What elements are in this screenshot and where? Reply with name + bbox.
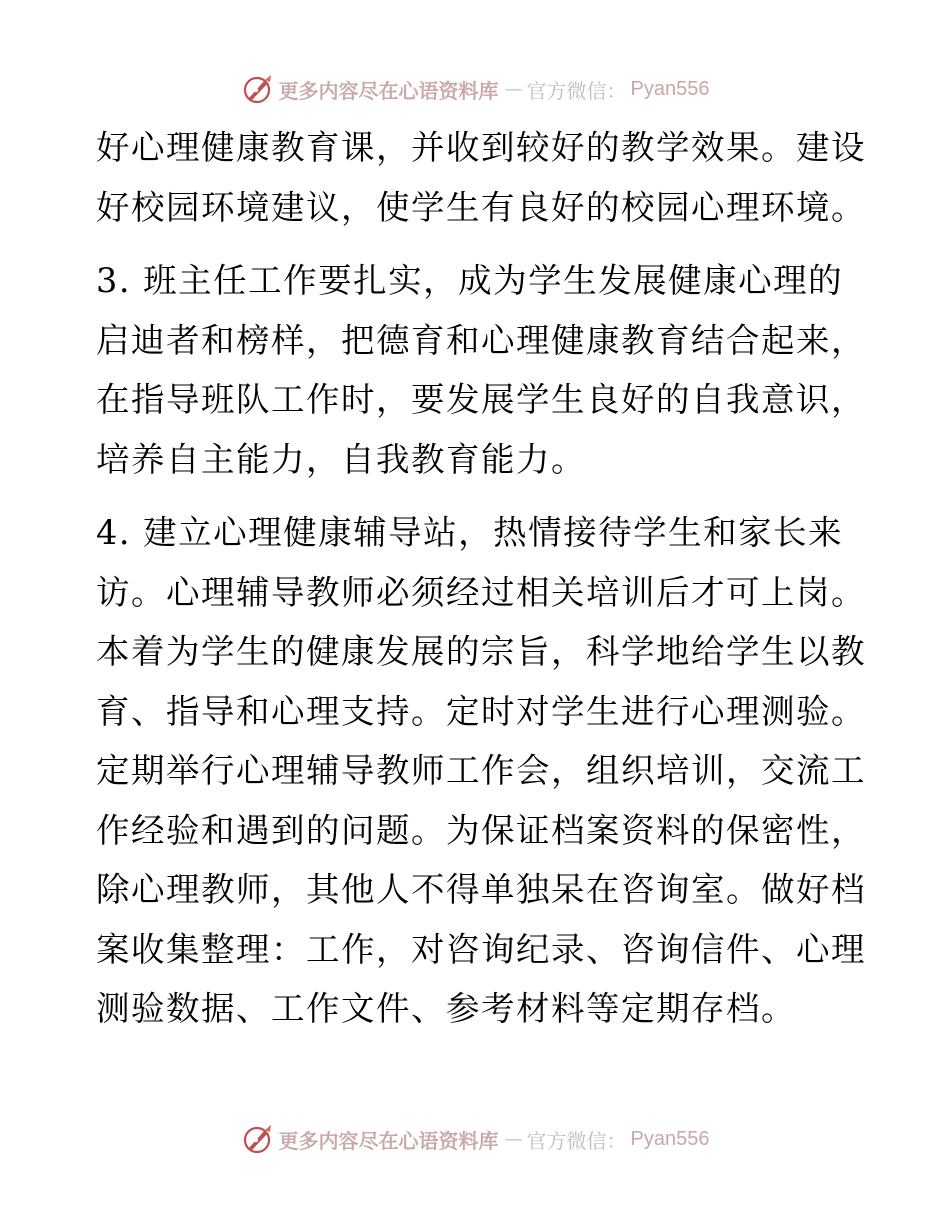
text-line: 培养自主能力，自我教育能力。 [96, 439, 586, 479]
text-line: 测验数据、工作文件、参考材料等定期存档。 [96, 989, 796, 1028]
text-line: 案收集整理：工作，对咨询纪录、咨询信件、心理 [96, 929, 866, 969]
text-line: 访。心理辅导教师必须经过相关培训后才可上岗。 [96, 572, 866, 612]
text-line: 定期举行心理辅导教师工作会，组织培训，交流工 [96, 751, 866, 790]
document-body [96, 118, 866, 1039]
watermark-dash: — [504, 78, 521, 100]
watermark-main-text: 更多内容尽在心语资料库 [278, 1128, 499, 1153]
text-line: 作经验和遇到的问题。为保证档案资料的保密性， [96, 810, 866, 850]
paragraph-item-3 [96, 251, 866, 489]
paragraph-continuation [96, 118, 866, 237]
text-line: 4. 建立心理健康辅导站，热情接待学生和家长来 [96, 513, 844, 552]
watermark-wechat-id: Pyan556 [630, 1127, 710, 1150]
watermark-main-text: 更多内容尽在心语资料库 [278, 78, 499, 103]
text-line: 在指导班队工作时，要发展学生良好的自我意识， [96, 380, 866, 419]
text-line: 育、指导和心理支持。定时对学生进行心理测验。 [96, 691, 866, 731]
text-line: 本着为学生的健康发展的宗旨，科学地给学生以教 [96, 632, 866, 671]
text-line: 启迪者和榜样，把德育和心理健康教育结合起来， [96, 320, 866, 360]
text-line: 3. 班主任工作要扎实，成为学生发展健康心理的 [96, 261, 844, 300]
paragraph-item-4 [96, 503, 866, 1039]
quill-pen-logo-icon [241, 72, 275, 106]
text-line: 除心理教师，其他人不得单独呆在咨询室。做好档 [96, 870, 866, 909]
header-watermark [0, 72, 950, 106]
text-line: 好心理健康教育课，并收到较好的教学效果。建设 [96, 128, 866, 167]
watermark-dash: — [504, 1128, 521, 1150]
watermark-official-label: 官方微信： [526, 1128, 627, 1153]
footer-watermark [0, 1122, 950, 1156]
watermark-official-label: 官方微信： [526, 78, 627, 103]
text-line: 好校园环境建议，使学生有良好的校园心理环境。 [96, 187, 866, 227]
watermark-wechat-id: Pyan556 [630, 77, 710, 100]
quill-pen-logo-icon [241, 1122, 275, 1156]
